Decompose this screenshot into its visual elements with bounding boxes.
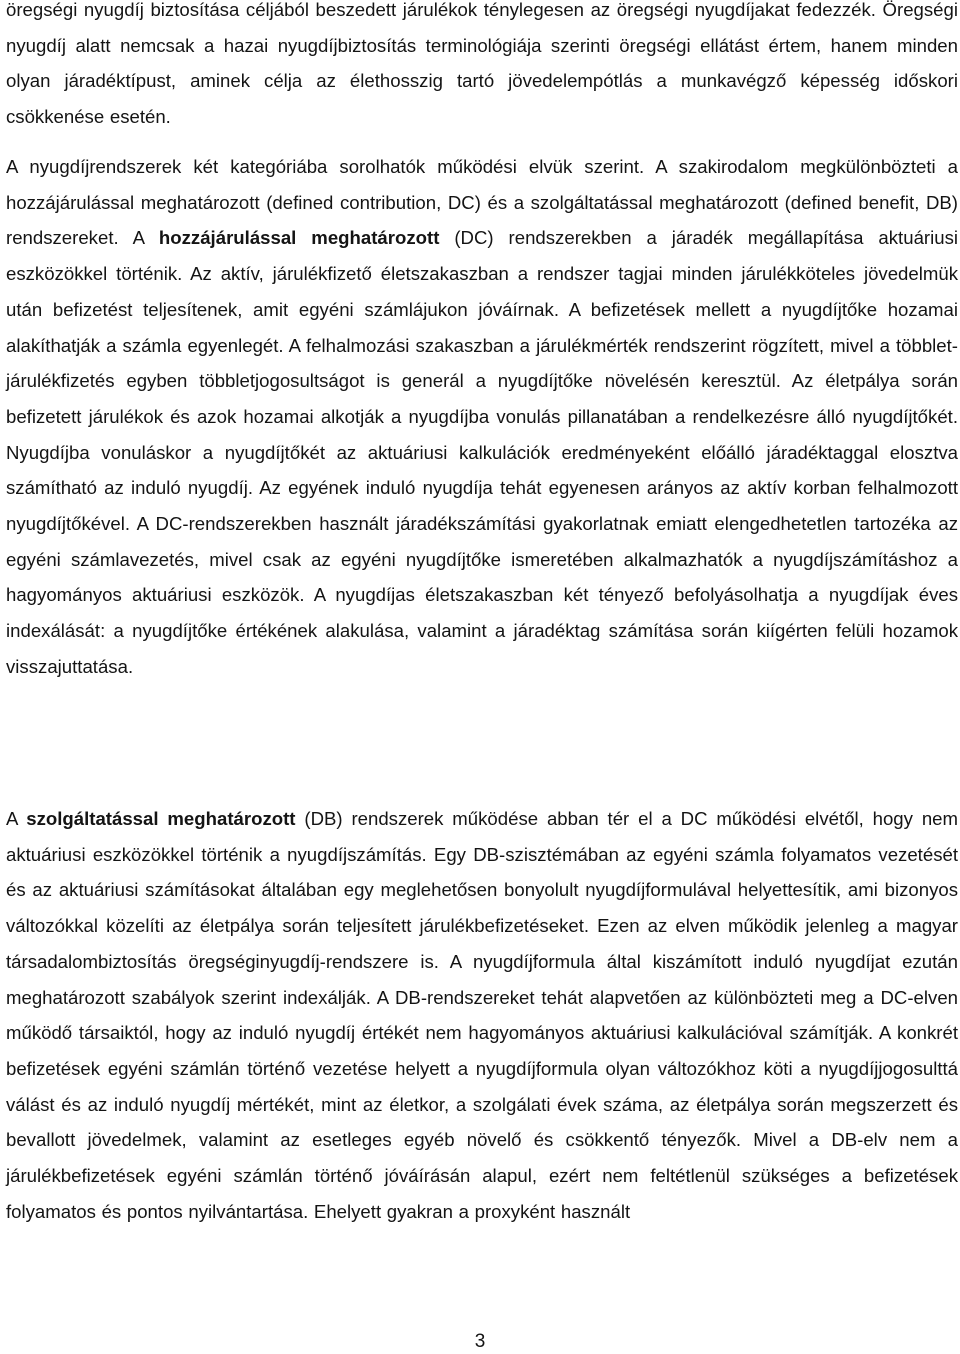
paragraph-text: A — [6, 808, 27, 829]
paragraph-text: (DC) rendszerekben a járadék megállapítása aktuáriusi eszközökkel történik. Az aktív, járulékfizető életszakaszban a rendszer tagjai minden járulékköteles jövedelmük után befizetést teljesítenek, amit egyéni számlájukon jóváírnak. A befizetések mellett a nyugdíjtőke hozamai alakíthatják a számla egyenlegét. A felhalmozási szakaszban a járulékmérték rendszerint rögzített, mivel a többlet-járulékfizetés egyben többletjogosultságot is generál a nyugdíjtőke növelésén keresztül. Az életpálya során befizetett járulékok és azok hozamai alkotják a nyugdíjba vonulás pillanatában a rendelkezésre álló nyugdíjtőkét. Nyugdíjba vonuláskor a nyugdíjtőkét az aktuáriusi kalkulációk eredményeként előálló járadéktaggal elosztva számítható az induló nyugdíj. Az egyének induló nyugdíja tehát egyenesen arányos az aktív korban felhalmozott nyugdíjtőkével. A DC-rendszerekben használt járadékszámítási gyakorlatnak emiatt elengedhetetlen tartozéka az egyéni számlavezetés, mivel csak az egyéni nyugdíjtőke ismeretében alkalmazhatók a nyugdíjszámításhoz a hagyományos aktuáriusi eszközök. A nyugdíjas életszakaszban két tényező befolyásolhatja a nyugdíjak éves indexálását: a nyugdíjtőke értékének alakulása, valamint a járadéktag számítása során kiígérten felüli hozamok visszajuttatása. — [6, 227, 958, 677]
bold-term: szolgáltatással meghatározott — [26, 808, 296, 829]
paragraph-2 — [6, 149, 958, 685]
page-number: 3 — [474, 1331, 486, 1352]
paragraph-text: (DB) rendszerek működése abban tér el a DC működési elvétől, hogy nem aktuáriusi eszközökkel történik a nyugdíjszámítás. Egy DB-szisztémában az egyéni számla folyamatos vezetését és az aktuáriusi számításokat általában egy meglehetősen bonyolult nyugdíjformulával helyettesítik, ami bizonyos változókkal közelíti az életpálya során teljesített járulékbefizetéseket. Ezen az elven működik jelenleg a magyar társadalombiztosítás öregséginyugdíj-rendszere is. A nyugdíjformula által kiszámított induló nyugdíjat ezután meghatározott szabályok szerint indexálják. A DB-rendszereket tehát alapvetően az különbözteti meg a DC-elven működő társaiktól, hogy az induló nyugdíj értékét nem hagyományos aktuáriusi kalkulációval számítják. A konkrét befizetések egyéni számlán történő vezetése helyett a nyugdíjformula olyan változókhoz köti a nyugdíjjogosulttá válást és az induló nyugdíj mértékét, mint az életkor, a szolgálati évek száma, az életpálya során megszerzett és bevallott jövedelmek, valamint az esetleges egyéb növelő és csökkentő tényezők. Mivel a DB-elv nem a járulékbefizetések egyéni számlán történő jóváírásán alapul, ezért nem feltétlenül szükséges a befizetések folyamatos és pontos nyilvántartása. Ehelyett gyakran a proxyként használt — [6, 808, 958, 1222]
bold-term: hozzájárulással meghatározott — [158, 227, 440, 249]
paragraph-1 — [6, 0, 958, 135]
paragraph-3 — [6, 801, 958, 1229]
paragraph-text: öregségi nyugdíj biztosítása céljából beszedett járulékok ténylegesen az öregségi nyugdíjakat fedezzék. Öregségi nyugdíj alatt nemcsak a hazai nyugdíjbiztosítás terminológiája szerinti öregségi ellátást értem, hanem minden olyan járadéktípust, aminek célja az élethosszig tartó jövedelempótlás a munkavégző képesség időskori csökkenése esetén. — [6, 0, 958, 128]
paragraph-text: A nyugdíjrendszerek két kategóriába sorolhatók működési elvük szerint. A szakirodalom megkülönbözteti a hozzájárulással meghatározott (defined contribution, DC) és a szolgáltatással meghatározott (defined benefit, DB) rendszereket. A — [6, 156, 958, 249]
document-page — [6, 0, 958, 1354]
